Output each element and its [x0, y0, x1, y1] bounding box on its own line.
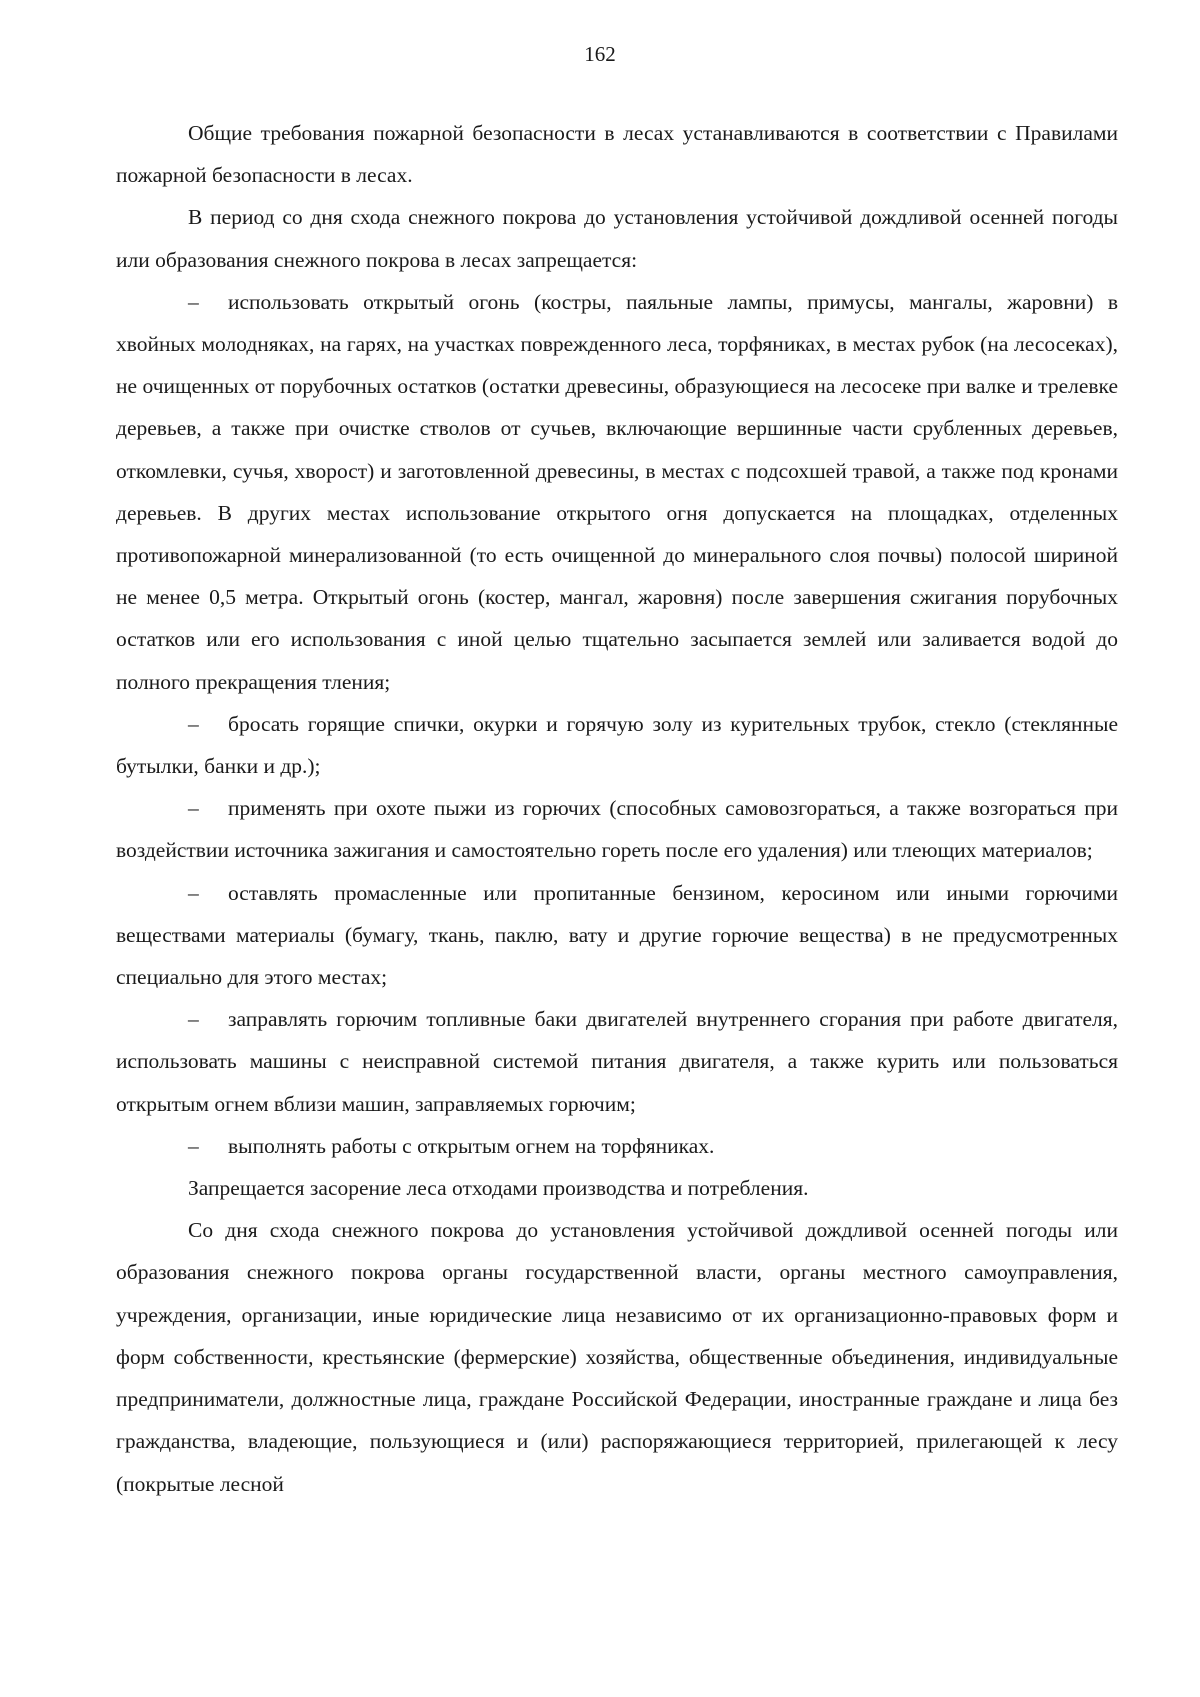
list-item-oily-materials [116, 872, 1118, 999]
list-dash-marker: – [188, 711, 199, 736]
list-item-hunting-wads [116, 787, 1118, 871]
list-item-text: заправлять горючим топливные баки двигателей внутреннего сгорания при работе двигателя, использовать машины с неисправной системой питания двигателя, а также курить или пользоваться открытым огнем вблизи машин, заправляемых горючим; [116, 1007, 1118, 1116]
list-item-text: применять при охоте пыжи из горючих (способных самовозгораться, а также возгораться при воздействии источника зажигания и самостоятельно гореть после его удаления) или тлеющих материалов; [116, 796, 1118, 863]
list-item-peat-works [116, 1125, 1118, 1167]
list-dash-marker: – [188, 796, 199, 821]
paragraph-territory-owners [116, 1209, 1118, 1504]
paragraph-littering [116, 1167, 1118, 1209]
list-item-text: использовать открытый огонь (костры, паяльные лампы, примусы, мангалы, жаровни) в хвойных молодняках, на гарях, на участках поврежденного леса, торфяниках, в местах рубок (на лесосеках), не очищенных от порубочных остатков (остатки древесины, образующиеся на лесосеке при валке и трелевке деревьев, а также при очистке стволов от сучьев, включающие вершинные части срубленных деревьев, откомлевки, сучья, хворост) и заготовленной древесины, в местах с подсохшей травой, а также под кронами деревьев. В других местах использование открытого огня допускается на площадках, отделенных противопожарной минерализованной (то есть очищенной до минерального слоя почвы) полосой шириной не менее 0,5 метра. Открытый огонь (костер, мангал, жаровня) после завершения сжигания порубочных остатков или его использования с иной целью тщательно засыпается землей или заливается водой до полного прекращения тления; [116, 289, 1118, 694]
paragraph-general-requirements [116, 112, 1118, 196]
list-item-text: бросать горящие спички, окурки и горячую золу из курительных трубок, стекло (стеклянные бутылки, банки и др.); [116, 711, 1118, 779]
document-body [116, 112, 1118, 1505]
list-item-matches [116, 703, 1118, 787]
paragraph-prohibition-intro [116, 196, 1118, 280]
list-dash-marker: – [188, 880, 199, 905]
paragraph-text: Общие требования пожарной безопасности в лесах устанавливаются в соответствии с Правилами пожарной безопасности в лесах. [116, 121, 1118, 188]
paragraph-text: Запрещается засорение леса отходами производства и потребления. [188, 1176, 809, 1201]
list-item-text: оставлять промасленные или пропитанные бензином, керосином или иными горючими веществами материалы (бумагу, ткань, паклю, вату и другие горючие вещества) в не предусмотренных специально для этого местах; [116, 880, 1118, 990]
list-item-refueling [116, 998, 1118, 1125]
list-item-open-fire [116, 281, 1118, 703]
page-number: 162 [584, 42, 616, 66]
list-item-text: выполнять работы с открытым огнем на торфяниках. [228, 1133, 715, 1158]
list-dash-marker: – [188, 1007, 199, 1032]
paragraph-text: В период со дня схода снежного покрова до установления устойчивой дождливой осенней погоды или образования снежного покрова в лесах запрещается: [116, 205, 1118, 272]
list-dash-marker: – [188, 1133, 199, 1158]
paragraph-text: Со дня схода снежного покрова до установления устойчивой дождливой осенней погоды или образования снежного покрова органы государственной власти, органы местного самоуправления, учреждения, организации, иные юридические лица независимо от их организационно-правовых форм и форм собственности, крестьянские (фермерские) хозяйства, общественные объединения, индивидуальные предприниматели, должностные лица, граждане Российской Федерации, иностранные граждане и лица без гражданства, владеющие, пользующиеся и (или) распоряжающиеся территорией, прилегающей к лесу (покрытые лесной [116, 1218, 1118, 1496]
list-dash-marker: – [188, 289, 199, 314]
